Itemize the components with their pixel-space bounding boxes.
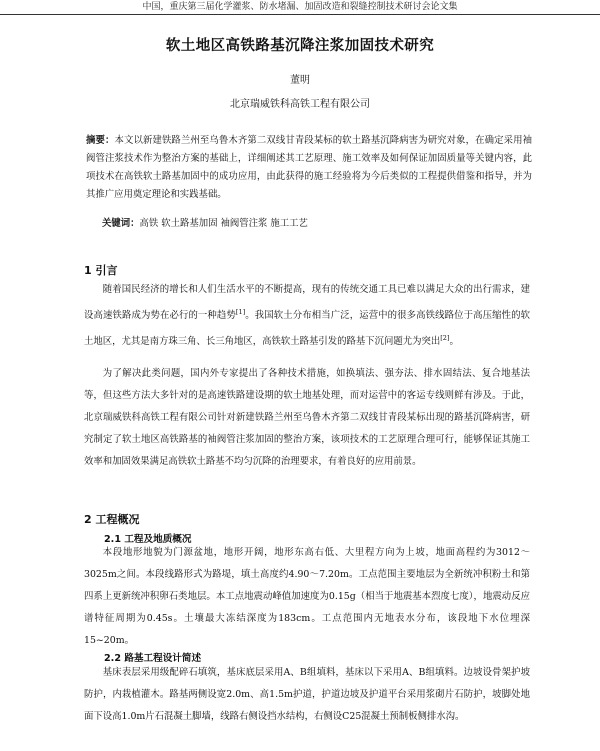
subsection-heading-2-1: 2.1 工程及地质概况 [104,534,192,545]
subsection-heading-2-2: 2.2 路基工程设计简述 [104,653,202,664]
section-2-2-paragraph: 基床表层采用级配碎石填筑，基床底层采用A、B组填料，基床以下采用A、B组填料。边坡设骨架护坡防护，内栽植灌木。路基两侧设宽2.0m、高1.5m护道，护道边坡及护道平台采用浆砌片石防护，坡脚处地面下设高1.0m片石混凝土脚墙，线路右侧设挡水结构，右侧设C25混凝土预制板侧排水沟。 [84,667,530,722]
paper-title: 软土地区高铁路基沉降注浆加固技术研究 [165,38,435,54]
keywords [102,216,532,232]
section-2-1-paragraph: 本段地形地貌为门源盆地，地形开阔，地形东高右低、大里程方向为上坡，地面高程约为3012～3025m之间。本段线路形式为路堤，填土高度约4.90～7.20m。工点范围主要地层为全新统冲积粉土和第四系上更新统冲积卵石类地层。本工点地震动峰值加速度为0.15g（相当于地震基本烈度七度），地震动反应谱特征周期为0.45s。土壤最大冻结深度为183cm。工点范围内无地表水分布，该段地下水位埋深15~20m。 [84,547,530,646]
intro-p1-text-b: 。我国软土分布相当广泛，运营中的很多高铁线路位于高压缩性的软土地区，尤其是南方珠三角、长三角地区，高铁软土路基引发的路基下沉问题尤为突出 [84,310,530,348]
citation-2: [2] [440,334,450,343]
abstract [86,132,532,204]
intro-p1-text-c: 。 [449,336,459,348]
running-header: 中国，重庆第三届化学灌浆、防水堵漏、加固改造和裂缝控制技术研讨会论文集 [0,0,600,15]
intro-paragraph-1 [84,279,530,353]
citation-1: [1] [235,308,246,316]
intro-p1-text-a: 随着国民经济的增长和人们生活水平的不断提高，现有的传统交通工具已难以满足大众的出行需求，建设高速铁路成为势在必行的一种趋势 [84,284,530,322]
abstract-text: 本文以新建铁路兰州至乌鲁木齐第二双线甘青段某标的软土路基沉降病害为研究对象，在确定采用袖阀管注浆技术作为整治方案的基础上，详细阐述其工艺原理、施工效率及如何保证加固质量等关键内容，此项技术在高铁软土路基加固中的成功应用，由此获得的施工经验将为今后类似的工程提供借鉴和指导，并为其推广应用奠定理论和实践基础。 [86,135,532,200]
keywords-text: 高铁 软土路基加固 袖阀管注浆 施工工艺 [139,218,308,229]
author-affiliation: 北京瑞威铁科高铁工程有限公司 [230,99,370,110]
author-name: 董明 [290,75,310,86]
section-heading-overview: 2 工程概况 [84,513,140,526]
abstract-label: 摘要： [86,135,115,146]
intro-paragraph-2: 为了解决此类问题，国内外专家提出了各种技术措施，如换填法、强夯法、排水固结法、复合地基法等，但这些方法大多针对的是高速铁路建设期的软土地基处理，而对运营中的客运专线则鲜有涉及。于此，北京瑞威铁科高铁工程有限公司针对新建铁路兰州至乌鲁木齐第二双线甘青段某标出现的路基沉降病害，研究制定了软土地区高铁路基的袖阀管注浆加固的整治方案，该项技术的工艺原理合理可行，能够保证其施工效率和加固效果满足高铁软土路基不均匀沉降的治理要求，有着良好的应用前景。 [84,368,530,467]
keywords-label: 关键词： [102,218,140,229]
section-heading-intro: 1 引言 [84,264,118,277]
